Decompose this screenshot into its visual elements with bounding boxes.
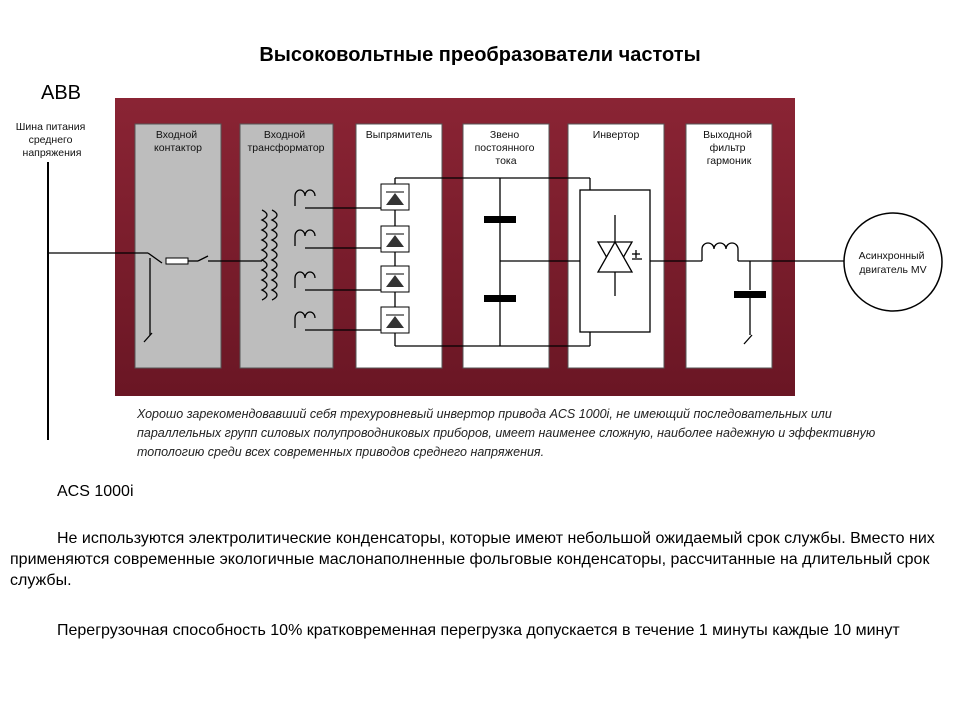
block-label-contactor: Входной контактор: [154, 129, 202, 154]
caption-line: параллельных групп силовых полупроводниковых приборов, имеет наименее сложную, наиболее надежную и эффективную: [137, 426, 876, 440]
block-label-transformer: Входной трансформатор: [247, 129, 325, 154]
product-name: ACS 1000i: [57, 483, 134, 500]
block-label-inverter: Инвертор: [592, 129, 640, 141]
motor-label: Асинхронный двигатель MV: [858, 250, 927, 276]
caption-line: топологию среди всех современных приводов среднего напряжения.: [137, 445, 545, 459]
block-label-rectifier: Выпрямитель: [365, 129, 433, 141]
filter-capacitor: [734, 291, 766, 298]
overload-paragraph: Перегрузочная способность 10% кратковременная перегрузка допускается в течение 1 минуты каждые 10 минут: [57, 622, 900, 639]
mv-motor-icon: [844, 213, 942, 311]
block-input-transformer: [240, 124, 333, 368]
brand-label: ABB: [41, 82, 82, 104]
page-title: Высоковольтные преобразователи частоты: [259, 44, 701, 66]
fuse-icon: [166, 258, 188, 264]
diagram-caption: [137, 405, 947, 462]
bus-label: Шина питания среднего напряжения: [15, 121, 86, 159]
block-label-output-filter: Выходной фильтр гармоник: [703, 129, 752, 167]
capacitor-paragraph: Не используются электролитические конденсаторы, которые имеют небольшой ожидаемый срок службы. Вместо них применяются современные экологичные маслонаполненные фольговые конденсаторы, рассчитанные на длительный срок службы.: [10, 530, 935, 589]
block-input-contactor: [135, 124, 221, 368]
dc-capacitor-upper: [484, 216, 516, 223]
dc-capacitor-lower: [484, 295, 516, 302]
caption-line: Хорошо зарекомендовавший себя трехуровневый инвертор привода ACS 1000i, не имеющий последовательных или: [137, 407, 832, 421]
block-label-dc-link: Звено постоянного тока: [474, 129, 535, 167]
